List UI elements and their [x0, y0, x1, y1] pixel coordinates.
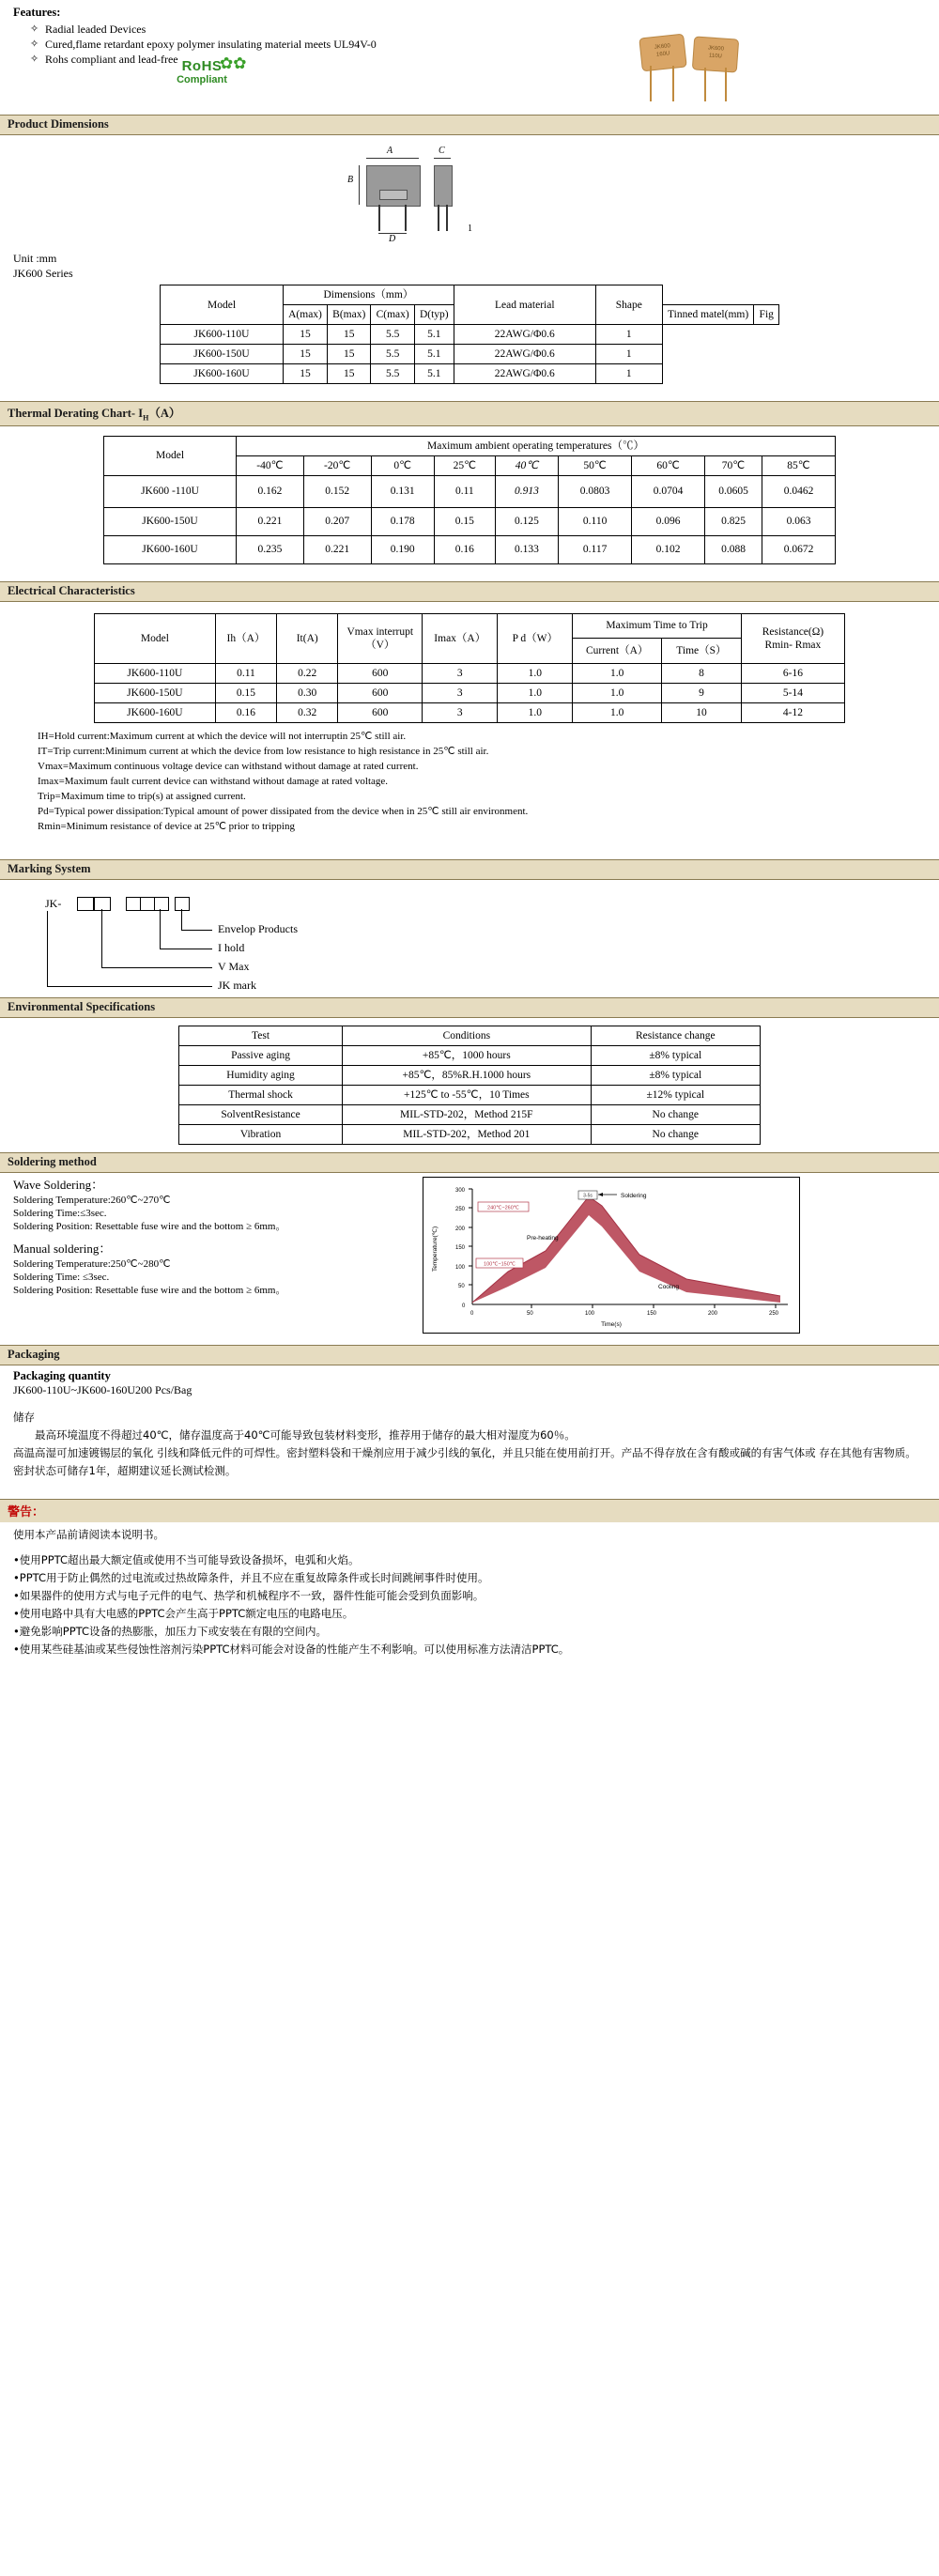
dimension-drawing	[0, 137, 939, 248]
svg-text:250: 250	[769, 1310, 779, 1317]
th-resistance-change: Resistance change	[591, 1026, 760, 1045]
device-body-side	[434, 165, 453, 207]
th-resistance-text: Resistance(Ω)	[762, 625, 824, 638]
lead-wire	[704, 68, 706, 101]
cell-model: JK600-110U	[161, 325, 284, 345]
th-trip-time: Time（S）	[662, 639, 742, 664]
rohs-logo	[150, 54, 254, 85]
cell-value: 0.825	[705, 507, 762, 535]
device-body-front	[366, 165, 421, 207]
marking-box	[154, 897, 169, 911]
packaging-content	[0, 1365, 939, 1486]
dim-label-c: C	[439, 146, 445, 156]
svg-text:100: 100	[455, 1264, 466, 1271]
thermal-derating-table	[103, 436, 836, 564]
cell-value: 0.152	[303, 475, 371, 507]
th-temp: -20℃	[303, 455, 371, 475]
figure-number: 1	[468, 224, 472, 234]
th-resistance-sub: Rmin- Rmax	[764, 639, 822, 651]
reflow-profile-chart	[423, 1177, 800, 1334]
series-label: JK600 Series	[13, 267, 73, 280]
cell-model: JK600-150U	[95, 683, 216, 702]
cell-value: 0.096	[632, 507, 705, 535]
th-temp: 70℃	[705, 455, 762, 475]
marking-label-envelop: Envelop Products	[218, 921, 298, 935]
dim-label-d: D	[389, 234, 396, 244]
th-temp: -40℃	[237, 455, 304, 475]
cell-ih: 0.16	[215, 702, 276, 722]
cell-test: SolventResistance	[179, 1104, 343, 1124]
cell-ih: 0.15	[215, 683, 276, 702]
section-electrical-characteristics: Electrical Characteristics	[0, 581, 939, 602]
svg-text:Temperature(℃): Temperature(℃)	[432, 1226, 439, 1272]
manual-line: Soldering Time: ≤3sec.	[13, 1271, 110, 1283]
leader-line	[101, 909, 102, 967]
cell-a: 15	[284, 345, 328, 364]
th-temp: 85℃	[762, 455, 836, 475]
th-ih: Ih（A）	[215, 613, 276, 663]
svg-text:200: 200	[708, 1310, 718, 1317]
cell-resistance: 6-16	[741, 663, 844, 683]
th-model: Model	[104, 436, 237, 475]
svg-text:Time(s): Time(s)	[601, 1320, 622, 1328]
svg-text:300: 300	[455, 1187, 466, 1194]
leader-line	[47, 911, 48, 986]
th-a: A(max)	[284, 305, 328, 325]
device-pad	[379, 190, 408, 200]
svg-text:250: 250	[455, 1206, 466, 1212]
warning-title: 警告：	[8, 1504, 45, 1519]
th-tinned: Tinned matel(mm)	[662, 305, 754, 325]
th-model: Model	[161, 285, 284, 325]
cell-value: 0.162	[237, 475, 304, 507]
svg-text:50: 50	[527, 1310, 533, 1317]
cell-model: JK600-160U	[104, 535, 237, 563]
svg-text:100℃~150℃: 100℃~150℃	[484, 1261, 516, 1267]
svg-text:150: 150	[455, 1244, 466, 1251]
table-row	[161, 345, 779, 364]
warning-intro: 使用本产品前请阅读本说明书。	[13, 1527, 164, 1541]
cell-imax: 3	[423, 683, 498, 702]
th-temp: 50℃	[559, 455, 632, 475]
electrical-characteristics-table	[94, 613, 845, 723]
cell-c: 5.5	[371, 325, 414, 345]
th-temp-span: Maximum ambient operating temperatures（℃）	[237, 436, 836, 455]
device-marking: 110U	[708, 53, 723, 60]
cell-value: 0.131	[371, 475, 434, 507]
cell-a: 15	[284, 325, 328, 345]
cell-b: 15	[328, 345, 371, 364]
th-trip-current: Current（A）	[573, 639, 662, 664]
thermal-bar-tail: （A）	[148, 407, 181, 420]
cell-value: 0.190	[371, 535, 434, 563]
warning-item: •如果器件的使用方式与电子元件的电气、热学和机械程序不一致，器件性能可能会受到负面影响。	[13, 1588, 485, 1602]
table-header-row	[104, 436, 836, 455]
th-b: B(max)	[328, 305, 371, 325]
note-line: Imax=Maximum fault current device can withstand without damage at rated voltage.	[38, 775, 389, 787]
cell-fig: 1	[595, 325, 662, 345]
soldering-text	[13, 1179, 408, 1297]
svg-text:200: 200	[455, 1226, 466, 1232]
cell-resistance: 4-12	[741, 702, 844, 722]
svg-text:Pre-heating: Pre-heating	[527, 1234, 559, 1242]
svg-text:Cooling: Cooling	[658, 1283, 680, 1290]
svg-text:0: 0	[462, 1303, 466, 1309]
note-line: Vmax=Maximum continuous voltage device can withstand without damage at rated current.	[38, 760, 419, 772]
cell-a: 15	[284, 364, 328, 384]
cell-value: 0.102	[632, 535, 705, 563]
table-row	[161, 364, 779, 384]
cell-value: 0.221	[237, 507, 304, 535]
note-line: Pd=Typical power dissipation:Typical amount of power dissipated from the device when in 25℃ still air environment.	[38, 805, 529, 817]
cell-imax: 3	[423, 663, 498, 683]
lead-wire	[650, 66, 652, 101]
marking-label-jkmark: JK mark	[218, 978, 256, 992]
th-shape: Shape	[595, 285, 662, 325]
cell-value: 0.133	[495, 535, 558, 563]
cell-b: 15	[328, 364, 371, 384]
device-marking: 160U	[655, 51, 670, 58]
section-environmental-specifications: Environmental Specifications	[0, 997, 939, 1018]
cell-fig: 1	[595, 345, 662, 364]
cell-value: 0.110	[559, 507, 632, 535]
dim-line-b	[359, 165, 360, 205]
device-marking: JK600	[654, 43, 671, 51]
marking-prefix: JK-	[45, 896, 62, 910]
warning-item: •使用某些硅基油或某些侵蚀性溶剂污染PPTC材料可能会对设备的性能产生不利影响。可以使用标准方法清洁PPTC。	[13, 1642, 570, 1656]
cell-d: 5.1	[414, 325, 454, 345]
svg-text:100: 100	[585, 1310, 595, 1317]
cell-it: 0.22	[277, 663, 338, 683]
marking-box	[175, 897, 190, 911]
packaging-quantity-value: JK600-110U~JK600-160U200 Pcs/Bag	[13, 1382, 192, 1396]
cell-resistance: 5-14	[741, 683, 844, 702]
packaging-quantity-title: Packaging quantity	[13, 1368, 111, 1382]
cell-pd: 1.0	[498, 663, 573, 683]
cell-lead: 22AWG/Φ0.6	[454, 345, 595, 364]
cell-value: 0.088	[705, 535, 762, 563]
cell-change: No change	[591, 1124, 760, 1144]
cell-pd: 1.0	[498, 702, 573, 722]
reflow-chart-svg	[423, 1178, 799, 1333]
cell-change: ±12% typical	[591, 1085, 760, 1104]
leader-line	[160, 909, 161, 949]
section-marking-system: Marking System	[0, 859, 939, 880]
leader-line	[47, 986, 212, 987]
th-temp: 40℃	[495, 455, 558, 475]
cell-change: ±8% typical	[591, 1065, 760, 1085]
cell-value: 0.913	[495, 475, 558, 507]
table-header-row	[179, 1026, 761, 1045]
cell-test: Thermal shock	[179, 1085, 343, 1104]
th-temp: 0℃	[371, 455, 434, 475]
cell-model: JK600-110U	[95, 663, 216, 683]
cell-vmax: 600	[338, 683, 423, 702]
cell-condition: +125℃ to -55℃，10 Times	[343, 1085, 591, 1104]
feature-item: ✧ Rohs compliant and lead-free	[30, 52, 926, 67]
lead-line	[446, 205, 448, 231]
cell-d: 5.1	[414, 345, 454, 364]
soldering-content	[0, 1173, 939, 1345]
lead-wire	[672, 66, 674, 101]
cell-value: 0.0704	[632, 475, 705, 507]
table-row	[95, 663, 845, 683]
product-dimensions-table	[160, 285, 779, 384]
wave-line: Soldering Temperature:260℃~270℃	[13, 1194, 171, 1206]
leader-line	[181, 930, 212, 931]
cell-condition: MIL-STD-202，Method 201	[343, 1124, 591, 1144]
cell-fig: 1	[595, 364, 662, 384]
table-row	[179, 1065, 761, 1085]
th-resistance	[741, 613, 844, 663]
th-conditions: Conditions	[343, 1026, 591, 1045]
cell-value: 0.0605	[705, 475, 762, 507]
cell-model: JK600-150U	[161, 345, 284, 364]
table-row	[179, 1104, 761, 1124]
device-image-1	[639, 34, 687, 72]
storage-title: 储存	[13, 1410, 35, 1424]
leader-line	[181, 909, 182, 930]
dim-line-c	[434, 158, 451, 159]
table-row	[104, 507, 836, 535]
cell-trip-current: 1.0	[573, 663, 662, 683]
th-pd: P d（W）	[498, 613, 573, 663]
th-temp: 60℃	[632, 455, 705, 475]
th-vmax: Vmax interrupt（V）	[338, 613, 423, 663]
svg-text:50: 50	[458, 1283, 465, 1289]
cell-pd: 1.0	[498, 683, 573, 702]
cell-value: 0.15	[434, 507, 495, 535]
cell-trip-time: 9	[662, 683, 742, 702]
th-model: Model	[95, 613, 216, 663]
cell-value: 0.207	[303, 507, 371, 535]
rohs-label: RoHS	[181, 58, 223, 74]
cell-vmax: 600	[338, 702, 423, 722]
feature-item: ✧ Radial leaded Devices	[30, 22, 926, 37]
table-row	[95, 702, 845, 722]
features-section	[0, 0, 939, 115]
svg-text:0: 0	[470, 1310, 474, 1317]
cell-value: 0.178	[371, 507, 434, 535]
cell-it: 0.30	[277, 683, 338, 702]
section-soldering-method: Soldering method	[0, 1152, 939, 1173]
lead-wire	[725, 68, 727, 101]
th-d: D(typ)	[414, 305, 454, 325]
storage-paragraph-1: 最高环境温度不得超过40℃，储存温度高于40℃可能导致包装材料变形，推荐用于储存的最大相对湿度为60％。	[35, 1427, 576, 1442]
marking-diagram	[19, 880, 939, 997]
table-row	[95, 683, 845, 702]
th-imax: Imax（A）	[423, 613, 498, 663]
svg-text:3-5s: 3-5s	[583, 1193, 593, 1198]
cell-it: 0.32	[277, 702, 338, 722]
note-line: Rmin=Minimum resistance of device at 25℃ prior to tripping	[38, 820, 295, 832]
note-line: Trip=Maximum time to trip(s) at assigned current.	[38, 790, 246, 802]
th-dimensions: Dimensions（mm）	[284, 285, 454, 305]
cell-test: Passive aging	[179, 1045, 343, 1065]
wave-line: Soldering Time:≤3sec.	[13, 1207, 107, 1219]
marking-box	[140, 897, 155, 911]
cell-value: 0.063	[762, 507, 836, 535]
cell-value: 0.0803	[559, 475, 632, 507]
table-row	[179, 1085, 761, 1104]
table-row	[104, 535, 836, 563]
cell-model: JK600-160U	[161, 364, 284, 384]
leaf-icon: ✿✿	[220, 54, 247, 72]
warning-content	[0, 1522, 939, 1664]
device-marking: JK600	[707, 45, 725, 53]
cell-test: Humidity aging	[179, 1065, 343, 1085]
dim-label-a: A	[387, 146, 393, 156]
th-fig: Fig	[754, 305, 779, 325]
cell-test: Vibration	[179, 1124, 343, 1144]
th-trip-span: Maximum Time to Trip	[573, 613, 742, 639]
cell-condition: MIL-STD-202，Method 215F	[343, 1104, 591, 1124]
table-row	[179, 1124, 761, 1144]
warning-item: •PPTC用于防止偶然的过电流或过热故障条件，并且不应在重复故障条件或长时间跳闸事件时使用。	[13, 1570, 489, 1584]
section-packaging: Packaging	[0, 1345, 939, 1365]
table-header-row	[161, 285, 779, 305]
cell-change: ±8% typical	[591, 1045, 760, 1065]
cell-value: 0.16	[434, 535, 495, 563]
th-test: Test	[179, 1026, 343, 1045]
cell-value: 0.0672	[762, 535, 836, 563]
note-line: IT=Trip current:Minimum current at which the device from low resistance to high resistance in 25℃ still air.	[38, 745, 489, 757]
dim-label-b: B	[347, 175, 354, 185]
cell-c: 5.5	[371, 345, 414, 364]
feature-item: ✧ Cured,flame retardant epoxy polymer insulating material meets UL94V-0	[30, 37, 926, 52]
unit-label: Unit :mm	[13, 252, 57, 265]
cell-imax: 3	[423, 702, 498, 722]
table-row	[161, 325, 779, 345]
manual-line: Soldering Temperature:250℃~280℃	[13, 1257, 171, 1270]
table-header-row	[95, 613, 845, 639]
th-lead-material: Lead material	[454, 285, 595, 325]
cell-trip-time: 10	[662, 702, 742, 722]
features-title: Features:	[13, 6, 61, 19]
cell-value: 0.125	[495, 507, 558, 535]
device-image-2	[692, 36, 739, 72]
lead-line	[378, 205, 380, 231]
cell-lead: 22AWG/Φ0.6	[454, 325, 595, 345]
manual-soldering-title: Manual soldering：	[13, 1241, 112, 1256]
manual-line: Soldering Position: Resettable fuse wire and the bottom ≥ 6mm。	[13, 1284, 286, 1296]
note-line: IH=Hold current:Maximum current at which the device will not interruptin 25℃ still air.	[38, 730, 407, 742]
lead-line	[405, 205, 407, 231]
th-c: C(max)	[371, 305, 414, 325]
cell-model: JK600-160U	[95, 702, 216, 722]
marking-label-vmax: V Max	[218, 959, 250, 973]
dim-line-a	[366, 158, 419, 159]
section-thermal-derating	[0, 401, 939, 426]
section-product-dimensions: Product Dimensions	[0, 115, 939, 135]
cell-lead: 22AWG/Φ0.6	[454, 364, 595, 384]
cell-trip-current: 1.0	[573, 702, 662, 722]
rohs-compliant-label: Compliant	[177, 74, 227, 85]
cell-value: 0.117	[559, 535, 632, 563]
electrical-notes	[0, 723, 939, 834]
svg-text:Soldering: Soldering	[621, 1192, 647, 1199]
storage-paragraph-2: 高温高湿可加速镀锡层的氧化 引线和降低元件的可焊性。密封塑料袋和干燥剂应用于减少引线的氧化，并且只能在使用前打开。产品不得存放在含有酸或碱的有害气体或 存在其他有害物质。密封状态可储存1年，超期建议延长测试检测。	[13, 1445, 916, 1477]
svg-text:240℃~260℃: 240℃~260℃	[487, 1205, 519, 1211]
lead-line	[438, 205, 439, 231]
th-temp: 25℃	[434, 455, 495, 475]
wave-line: Soldering Position: Resettable fuse wire and the bottom ≥ 6mm。	[13, 1220, 286, 1232]
cell-value: 0.11	[434, 475, 495, 507]
wave-soldering-title: Wave Soldering：	[13, 1177, 104, 1192]
cell-value: 0.235	[237, 535, 304, 563]
cell-vmax: 600	[338, 663, 423, 683]
cell-change: No change	[591, 1104, 760, 1124]
marking-label-ihold: I hold	[218, 940, 245, 954]
leader-line	[101, 967, 212, 968]
cell-value: 0.221	[303, 535, 371, 563]
cell-trip-time: 8	[662, 663, 742, 683]
cell-condition: +85℃，85%R.H.1000 hours	[343, 1065, 591, 1085]
cell-condition: +85℃，1000 hours	[343, 1045, 591, 1065]
warning-item: •避免影响PPTC设备的热膨胀，加压力下或安装在有限的空间内。	[13, 1624, 328, 1638]
section-warning	[0, 1499, 939, 1522]
cell-model: JK600-150U	[104, 507, 237, 535]
cell-d: 5.1	[414, 364, 454, 384]
svg-text:150: 150	[647, 1310, 657, 1317]
thermal-bar-sub: H	[143, 413, 149, 423]
warning-item: •使用电路中具有大电感的PPTC会产生高于PPTC额定电压的电路电压。	[13, 1606, 354, 1620]
table-row	[104, 475, 836, 507]
cell-c: 5.5	[371, 364, 414, 384]
cell-b: 15	[328, 325, 371, 345]
cell-model: JK600 -110U	[104, 475, 237, 507]
cell-trip-current: 1.0	[573, 683, 662, 702]
product-photo	[620, 32, 770, 105]
marking-box	[77, 897, 94, 911]
cell-value: 0.0462	[762, 475, 836, 507]
table-row	[179, 1045, 761, 1065]
marking-box	[94, 897, 111, 911]
th-it: It(A)	[277, 613, 338, 663]
cell-ih: 0.11	[215, 663, 276, 683]
thermal-bar-text: Thermal Derating Chart- I	[8, 407, 144, 420]
warning-item: •使用PPTC超出最大额定值或使用不当可能导致设备损坏，电弧和火焰。	[13, 1552, 360, 1566]
marking-box	[126, 897, 141, 911]
environmental-table	[178, 1026, 761, 1145]
